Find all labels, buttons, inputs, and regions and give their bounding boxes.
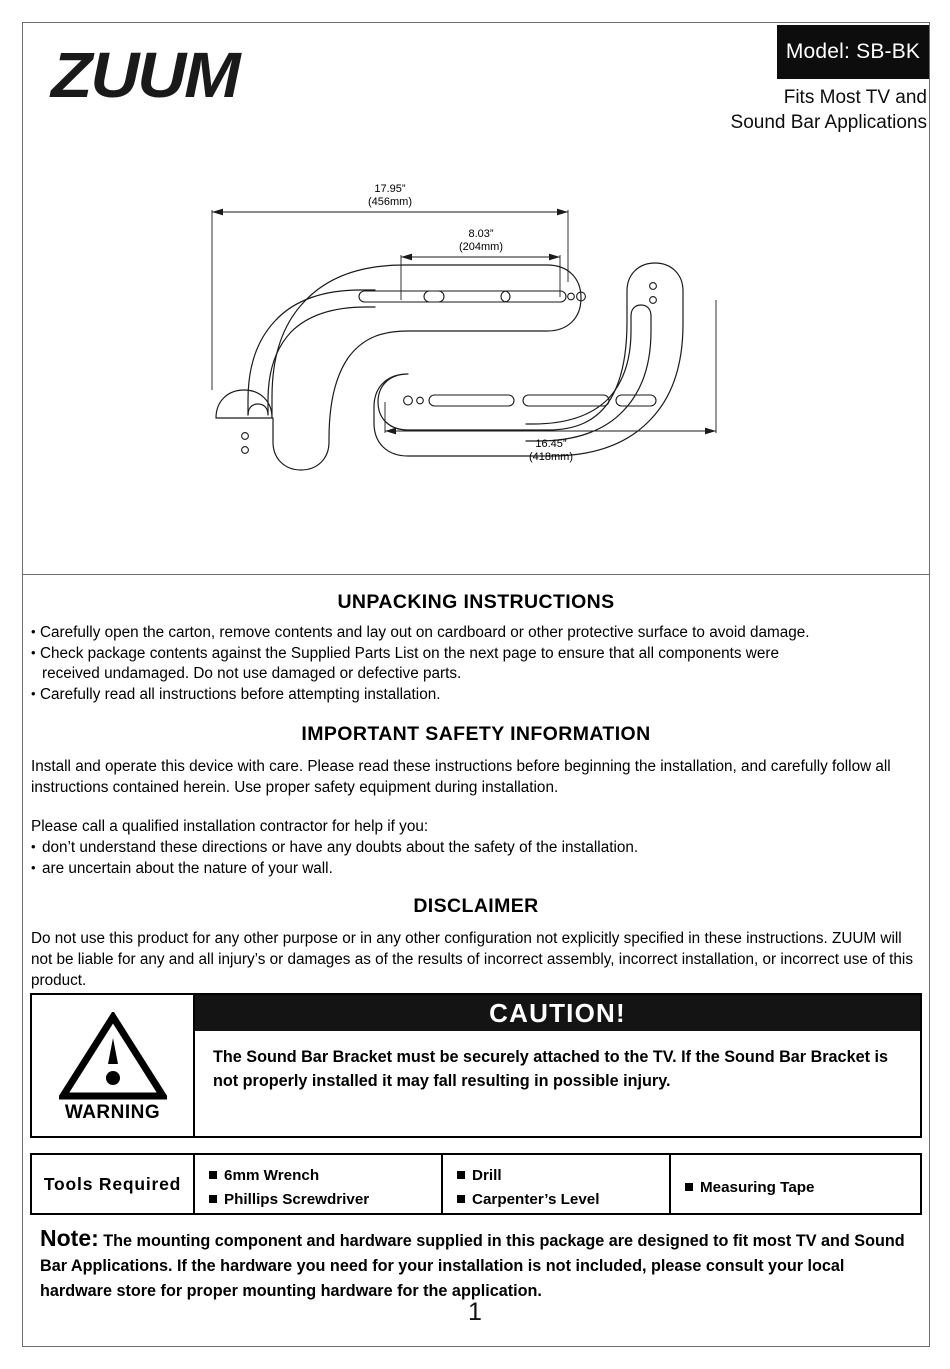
tools-required-label: Tools Required bbox=[32, 1155, 195, 1213]
warning-triangle-icon bbox=[59, 1012, 167, 1100]
safety-call-lead: Please call a qualified installation contractor for help if you: bbox=[31, 818, 429, 835]
unpacking-bullet-list bbox=[23, 623, 929, 705]
square-bullet-icon bbox=[457, 1171, 465, 1179]
dimension-label-slotspan-in: 8.03” bbox=[468, 228, 494, 240]
spacer bbox=[23, 798, 929, 816]
tool-label: Measuring Tape bbox=[700, 1178, 815, 1196]
list-item bbox=[457, 1164, 669, 1188]
safety-call-bullet-list bbox=[23, 837, 929, 879]
dimension-label-slotspan-mm: (204mm) bbox=[458, 241, 504, 253]
dimension-label-overall-in: 17.95” bbox=[374, 183, 406, 195]
tools-column-3 bbox=[443, 1155, 671, 1213]
caution-banner: CAUTION! bbox=[195, 995, 920, 1031]
square-bullet-icon bbox=[209, 1195, 217, 1203]
safety-paragraph: Install and operate this device with care. Please read these instructions before beginning the installation, and carefully follow all instructions contained herein. Use proper safety equipment during installation. bbox=[31, 758, 891, 796]
unpacking-bullet-2-continuation: received undamaged. Do not use damaged or defective parts. bbox=[42, 665, 462, 682]
list-item bbox=[31, 837, 915, 858]
safety-title: IMPORTANT SAFETY INFORMATION bbox=[301, 723, 651, 745]
unpacking-bullet-1: Carefully open the carton, remove contents and lay out on cardboard or other protective surface to avoid damage. bbox=[40, 624, 810, 641]
list-item bbox=[209, 1164, 441, 1188]
unpacking-title: UNPACKING INSTRUCTIONS bbox=[337, 591, 615, 613]
instructions-content bbox=[23, 575, 929, 991]
dimension-label-lower-mm: (418mm) bbox=[528, 451, 574, 463]
list-item bbox=[31, 644, 915, 685]
bracket-technical-drawing bbox=[23, 150, 929, 570]
page-number: 1 bbox=[468, 1298, 482, 1326]
note-text: The mounting component and hardware supplied in this package are designed to fit most TV and Sound Bar Applications. If the hardware you need for your installation is not included, please consult your local hardware store for proper mounting hardware for the application. bbox=[40, 1232, 905, 1300]
square-bullet-icon bbox=[685, 1183, 693, 1191]
disclaimer-title: DISCLAIMER bbox=[413, 895, 539, 917]
disclaimer-paragraph: Do not use this product for any other purpose or in any other configuration not explicitly specified in these instructions. ZUUM will not be liable for any and all injury’s or damages as of the results of incorrect assembly, incorrect installation, or incorrect use of this product. bbox=[31, 930, 913, 989]
tools-required-table bbox=[30, 1153, 922, 1215]
warning-cell bbox=[32, 995, 195, 1136]
unpacking-bullet-2: Check package contents against the Supplied Parts List on the next page to ensure that all components were bbox=[40, 644, 779, 662]
list-item bbox=[685, 1176, 920, 1200]
warning-label: WARNING bbox=[64, 1101, 161, 1123]
dimension-label-overall-mm: (456mm) bbox=[367, 196, 413, 208]
tool-label: Phillips Screwdriver bbox=[224, 1190, 370, 1208]
fits-line-2: Sound Bar Applications bbox=[730, 112, 927, 133]
safety-call-bullet-2: are uncertain about the nature of your wall. bbox=[42, 860, 333, 877]
tool-label: Drill bbox=[472, 1166, 502, 1184]
model-badge: Model: SB-BK bbox=[777, 25, 929, 79]
tool-label: 6mm Wrench bbox=[224, 1166, 320, 1184]
list-item bbox=[209, 1188, 441, 1212]
zuum-logo: ZUUM bbox=[51, 39, 239, 111]
tools-column-4 bbox=[671, 1155, 920, 1213]
caution-body-text: The Sound Bar Bracket must be securely attached to the TV. If the Sound Bar Bracket is not properly installed it may fall resulting in possible injury. bbox=[213, 1048, 888, 1090]
unpacking-bullet-3: Carefully read all instructions before attempting installation. bbox=[40, 685, 441, 703]
tools-column-2 bbox=[195, 1155, 443, 1213]
caution-box bbox=[30, 993, 922, 1138]
note-block bbox=[40, 1226, 918, 1304]
fits-line-1: Fits Most TV and bbox=[783, 87, 927, 108]
tool-label: Carpenter’s Level bbox=[472, 1190, 600, 1208]
square-bullet-icon bbox=[209, 1171, 217, 1179]
list-item bbox=[31, 623, 915, 644]
square-bullet-icon bbox=[457, 1195, 465, 1203]
note-label: Note: bbox=[40, 1225, 99, 1251]
dimension-label-lower-in: 16.45” bbox=[535, 438, 567, 450]
list-item bbox=[31, 685, 915, 706]
list-item bbox=[457, 1188, 669, 1212]
list-item bbox=[31, 858, 915, 879]
caution-right-panel bbox=[195, 995, 920, 1136]
safety-call-bullet-1: don’t understand these directions or have any doubts about the safety of the installation. bbox=[42, 839, 639, 856]
